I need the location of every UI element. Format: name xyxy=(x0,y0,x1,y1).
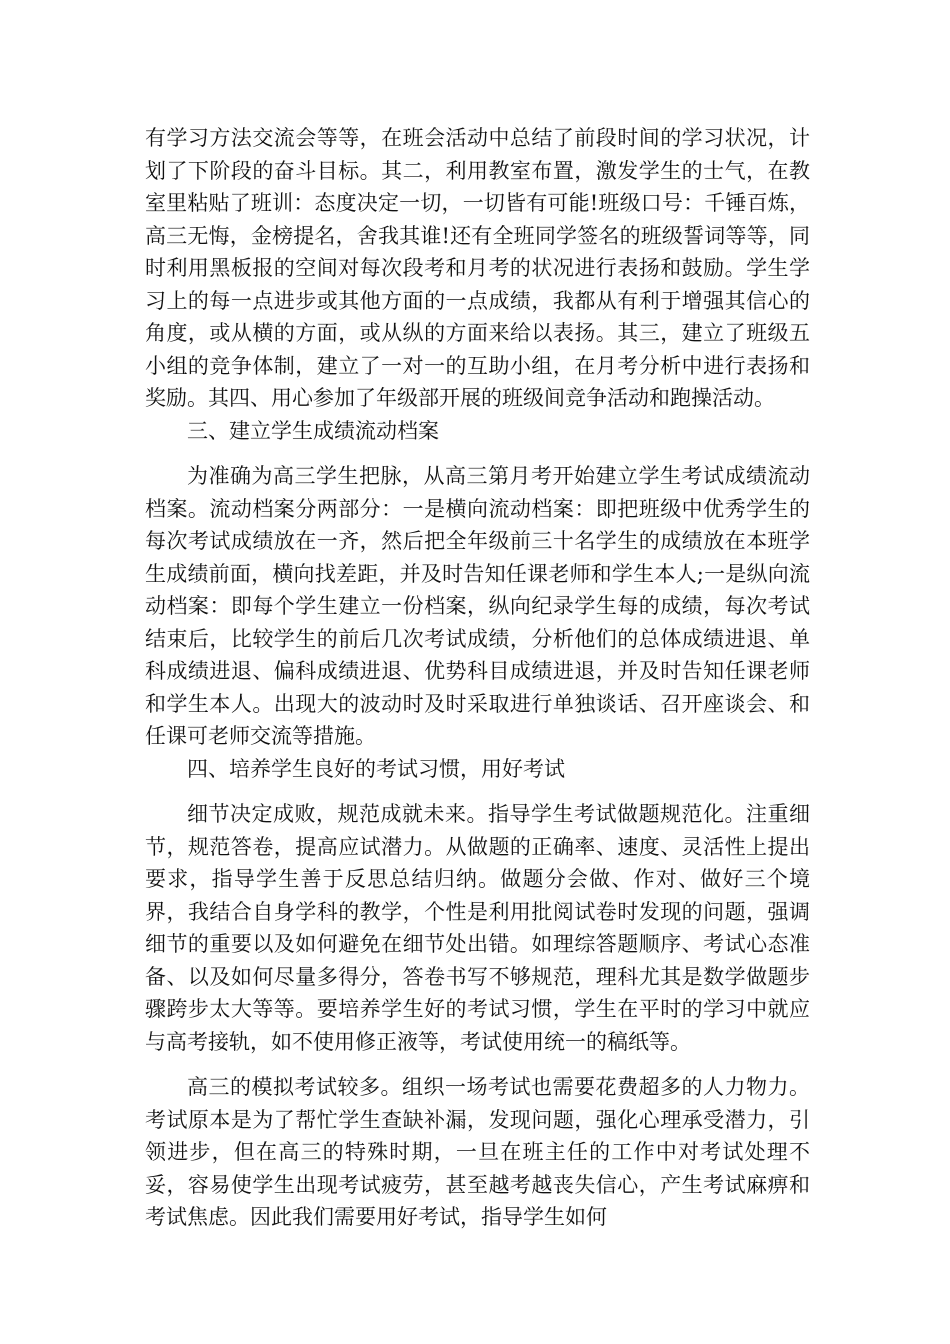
paragraph-class-activities: 有学习方法交流会等等，在班会活动中总结了前段时间的学习状况，计划了下阶段的奋斗目标。其二，利用教室布置，激发学生的士气，在教室里粘贴了班训：态度决定一切，一切皆有可能!班级口号：千锤百炼，高三无悔，金榜提名，舍我其谁!还有全班同学签名的班级誓词等等，同时利用黑板报的空间对每次段考和月考的状况进行表扬和鼓励。学生学习上的每一点进步或其他方面的一点成绩，我都从有利于增强其信心的角度，或从横的方面，或从纵的方面来给以表扬。其三，建立了班级五小组的竞争体制，建立了一对一的互助小组，在月考分析中进行表扬和奖励。其四、用心参加了年级部开展的班级间竞争活动和跑操活动。 xyxy=(145,126,810,410)
paragraph-mock-exams: 高三的模拟考试较多。组织一场考试也需要花费超多的人力物力。考试原本是为了帮忙学生查缺补漏，发现问题，强化心理承受潜力，引领进步，但在高三的特殊时期，一旦在班主任的工作中对考试处理不妥，容易使学生出现考试疲劳，甚至越考越丧失信心，产生考试麻痹和考试焦虑。因此我们需要用好考试，指导学生如何 xyxy=(145,1075,810,1229)
paragraph-exam-habits: 细节决定成败，规范成就未来。指导学生考试做题规范化。注重细节，规范答卷，提高应试潜力。从做题的正确率、速度、灵活性上提出要求，指导学生善于反思总结归纳。做题分会做、作对、做好三个境界，我结合自身学科的教学，个性是利用批阅试卷时发现的问题，强调细节的重要以及如何避免在细节处出错。如理综答题顺序、考试心态准备、以及如何尽量多得分，答卷书写不够规范，理科尤其是数学做题步骤跨步太大等等。要培养学生好的考试习惯，学生在平时的学习中就应与高考接轨，如不使用修正液等，考试使用统一的稿纸等。 xyxy=(145,802,810,1054)
document-body xyxy=(145,122,810,1234)
paragraph-score-archive: 为准确为高三学生把脉，从高三第月考开始建立学生考试成绩流动档案。流动档案分两部分：一是横向流动档案：即把班级中优秀学生的每次考试成绩放在一齐，然后把全年级前三十名学生的成绩放在本班学生成绩前面，横向找差距，并及时告知任课老师和学生本人;一是纵向流动档案：即每个学生建立一份档案，纵向纪录学生每的成绩，每次考试结束后，比较学生的前后几次考试成绩，分析他们的总体成绩进退、单科成绩进退、偏科成绩进退、优势科目成绩进退，并及时告知任课老师和学生本人。出现大的波动时及时采取进行单独谈话、召开座谈会、和任课可老师交流等措施。 xyxy=(145,464,810,748)
section-heading-exam-habits: 四、培养学生良好的考试习惯，用好考试 xyxy=(187,756,565,781)
section-heading-score-archive: 三、建立学生成绩流动档案 xyxy=(187,418,439,443)
